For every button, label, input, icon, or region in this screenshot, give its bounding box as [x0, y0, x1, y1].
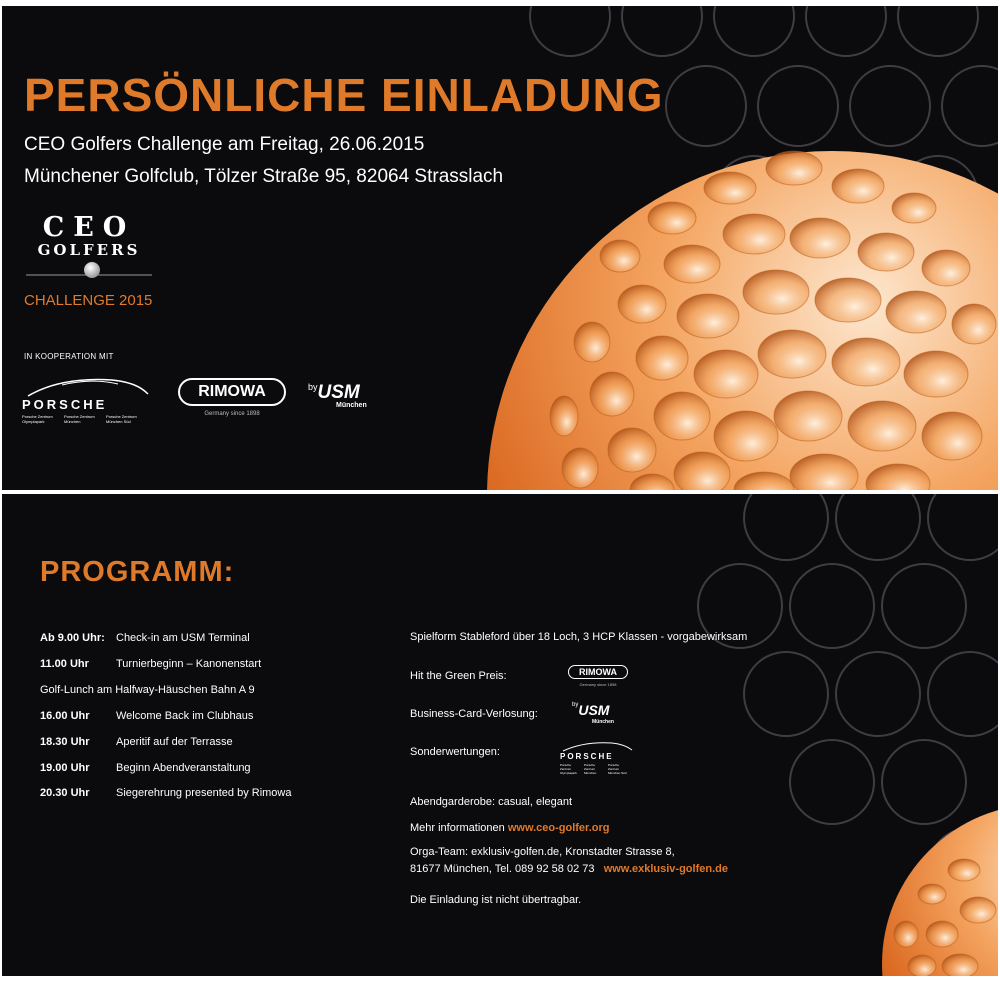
logo-word-ceo: CEO [42, 212, 136, 243]
rimowa-tagline: Germany since 1898 [579, 682, 617, 687]
usm-prefix: by [308, 382, 318, 392]
usm-wordmark: USM [578, 702, 610, 718]
prize-label: Business-Card-Verlosung: [410, 708, 538, 720]
schedule-row [40, 762, 251, 774]
schedule-time: 16.00 Uhr [40, 710, 90, 722]
schedule-time: 20.30 Uhr [40, 787, 90, 799]
usm-city: München [336, 402, 367, 409]
porsche-location-3: Porsche Zentrum München Süd [608, 763, 627, 775]
schedule-time: 18.30 Uhr [40, 736, 90, 748]
orga-address-phone: 81677 München, Tel. 089 92 58 02 73 [410, 863, 595, 875]
prize-label: Hit the Green Preis: [410, 670, 507, 682]
ceo-golfers-logo [22, 212, 156, 281]
schedule-row [40, 632, 250, 644]
schedule-row [40, 658, 261, 670]
porsche-logo-small [560, 740, 634, 774]
porsche-car-icon [560, 740, 634, 752]
schedule-row [40, 710, 253, 722]
porsche-location-2: Porsche Zentrum München [584, 763, 597, 775]
schedule-row [40, 736, 233, 748]
rimowa-wordmark: RIMOWA [198, 383, 266, 400]
invitation-back-card [2, 494, 998, 976]
porsche-location-3: Porsche Zentrum München Süd [106, 414, 137, 424]
usm-logo-small [572, 702, 632, 730]
program-title: PROGRAMM: [40, 556, 235, 588]
golf-ball-icon [22, 259, 156, 281]
more-info-label: Mehr informationen [410, 822, 505, 834]
event-line: CEO Golfers Challenge am Freitag, 26.06.2015 [24, 134, 425, 155]
invitation-front-card [2, 6, 998, 490]
rimowa-logo [178, 378, 286, 428]
usm-city: München [592, 719, 614, 725]
schedule-time: 11.00 Uhr [40, 658, 89, 670]
schedule-activity: Check-in am USM Terminal [116, 632, 250, 644]
usm-prefix: by [572, 702, 579, 708]
porsche-logo [22, 374, 152, 430]
dresscode: Abendgarderobe: casual, elegant [410, 796, 573, 808]
schedule-activity: Turnierbeginn – Kanonenstart [116, 658, 262, 670]
prize-label: Sonderwertungen: [410, 746, 500, 758]
game-format: Spielform Stableford über 18 Loch, 3 HCP Klassen - vorgabewirksam [410, 631, 748, 643]
exklusiv-golfen-link[interactable]: www.exklusiv-golfen.de [603, 863, 728, 875]
venue-line: Münchener Golfclub, Tölzer Straße 95, 82064 Strasslach [24, 166, 504, 187]
schedule-activity: Siegerehrung presented by Rimowa [116, 787, 292, 799]
invitation-title: PERSÖNLICHE EINLADUNG [24, 69, 664, 121]
schedule-row [40, 787, 292, 799]
schedule-activity: Welcome Back im Clubhaus [116, 710, 254, 722]
porsche-wordmark: PORSCHE [22, 397, 108, 412]
porsche-location-2: Porsche Zentrum München [64, 414, 95, 424]
rimowa-logo-small [568, 665, 628, 691]
schedule-row [40, 684, 255, 696]
usm-logo [308, 382, 388, 422]
schedule-activity: Aperitif auf der Terrasse [116, 736, 233, 748]
logo-word-golfers: GOLFERS [37, 241, 141, 259]
schedule-activity: Beginn Abendveranstaltung [116, 762, 251, 774]
cooperation-label: IN KOOPERATION MIT [24, 352, 114, 361]
more-info-line [410, 822, 610, 834]
usm-wordmark: USM [317, 382, 360, 403]
porsche-car-icon [22, 374, 152, 398]
rimowa-wordmark: RIMOWA [579, 667, 617, 677]
challenge-year: CHALLENGE 2015 [24, 292, 153, 309]
transfer-note: Die Einladung ist nicht übertragbar. [410, 894, 582, 906]
schedule-time: 19.00 Uhr [40, 762, 90, 774]
ceo-golfer-link[interactable]: www.ceo-golfer.org [507, 822, 610, 834]
schedule-time: Ab 9.00 Uhr: [40, 632, 105, 644]
schedule-activity: Golf-Lunch am Halfway-Häuschen Bahn A 9 [40, 684, 255, 696]
porsche-location-1: Porsche Zentrum Olympiapark [560, 763, 577, 775]
orga-line-1: Orga-Team: exklusiv-golfen.de, Kronstadter Strasse 8, [410, 846, 675, 858]
rimowa-tagline: Germany since 1898 [204, 411, 260, 417]
porsche-wordmark: PORSCHE [560, 752, 614, 761]
orga-line-2 [410, 863, 728, 875]
porsche-location-1: Porsche Zentrum Olympiapark [22, 414, 53, 424]
